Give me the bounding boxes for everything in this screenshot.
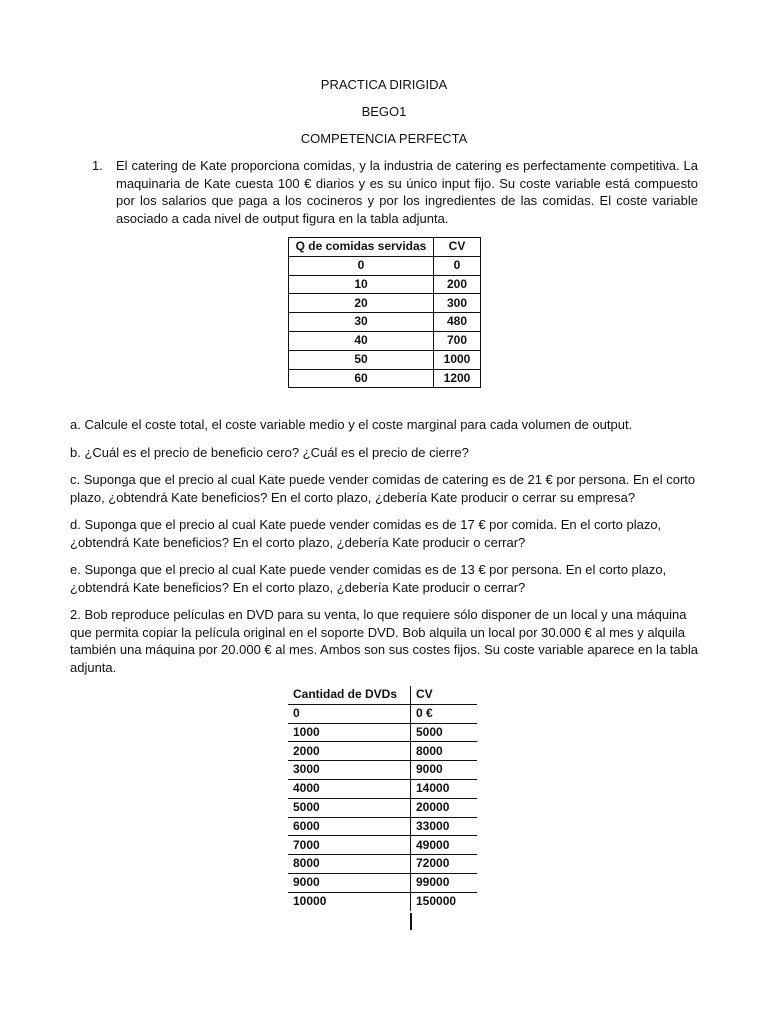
question-1-part-e: e. Suponga que el precio al cual Kate puede vender comidas es de 13 € por persona. En el corto plazo, ¿obtendrá Kate beneficios? En el corto plazo, ¿debería Kate producir o cerrar? — [70, 562, 667, 595]
document-title: PRACTICA DIRIGIDA — [320, 77, 448, 92]
bob-cost-table — [288, 686, 477, 911]
table-divider-line — [410, 913, 412, 930]
cell-quantity: 1000 — [288, 723, 411, 742]
cell-cv: 480 — [434, 313, 481, 332]
table-row — [289, 256, 481, 275]
cell-cv: 33000 — [411, 817, 478, 836]
cell-cv: 1200 — [434, 369, 481, 388]
cell-quantity: 50 — [289, 350, 434, 369]
cell-cv: 20000 — [411, 798, 478, 817]
cell-quantity: 40 — [289, 331, 434, 350]
cell-cv: 150000 — [416, 893, 457, 908]
table-row — [289, 294, 481, 313]
cell-cv: 300 — [434, 294, 481, 313]
cell-quantity: 4000 — [288, 779, 411, 798]
table-header-row — [288, 686, 477, 704]
table-row — [288, 742, 477, 761]
cell-quantity: 0 — [288, 704, 411, 723]
table-row — [288, 779, 477, 798]
question-1-statement: El catering de Kate proporciona comidas, y la industria de catering es perfectamente competitiva. La maquinaria de Kate cuesta 100 € diarios y es su único input fijo. Su coste variable está compuesto por los salarios que paga a los cocineros y por los ingredientes de las comidas. El coste variable asociado a cada nivel de output figura en la tabla adjunta. — [116, 158, 698, 226]
column-header-quantity: Cantidad de DVDs — [288, 686, 411, 704]
cell-quantity: 30 — [289, 313, 434, 332]
cell-quantity: 10 — [289, 275, 434, 294]
document-code: BEGO1 — [361, 104, 407, 119]
cell-quantity: 7000 — [288, 836, 411, 855]
table-row — [289, 313, 481, 332]
cell-quantity: 2000 — [288, 742, 411, 761]
cell-quantity: 8000 — [288, 855, 411, 874]
cell-quantity: 9000 — [288, 873, 411, 892]
question-1-part-d: d. Suponga que el precio al cual Kate puede vender comidas es de 17 € por comida. En el corto plazo, ¿obtendrá Kate beneficios? En el corto plazo, ¿debería Kate producir o cerrar? — [70, 517, 662, 550]
kate-cost-table — [288, 237, 481, 388]
table-row — [288, 836, 477, 855]
cell-cv: 8000 — [411, 742, 478, 761]
cell-quantity: 5000 — [288, 798, 411, 817]
cell-quantity: 20 — [289, 294, 434, 313]
cell-quantity: 6000 — [288, 817, 411, 836]
table-row — [288, 855, 477, 874]
table-row — [288, 723, 477, 742]
table-row — [288, 817, 477, 836]
cell-cv: 5000 — [411, 723, 478, 742]
question-1-part-c: c. Suponga que el precio al cual Kate puede vender comidas de catering es de 21 € por persona. En el corto plazo, ¿obtendrá Kate beneficios? En el corto plazo, ¿debería Kate producir o cerrar su empresa? — [70, 472, 696, 505]
column-header-cv: CV — [411, 686, 478, 704]
cell-cv: 700 — [434, 331, 481, 350]
column-header-cv: CV — [434, 238, 481, 257]
document-topic: COMPETENCIA PERFECTA — [300, 131, 468, 146]
cell-cv: 49000 — [411, 836, 478, 855]
cell-cv: 200 — [434, 275, 481, 294]
column-header-quantity: Q de comidas servidas — [289, 238, 434, 257]
table-row — [288, 761, 477, 780]
cell-cv: 99000 — [411, 873, 478, 892]
table-row — [288, 704, 477, 723]
question-1-part-b: b. ¿Cuál es el precio de beneficio cero? ¿Cuál es el precio de cierre? — [70, 445, 469, 460]
table-row — [289, 350, 481, 369]
cell-cv: 1000 — [434, 350, 481, 369]
table-row — [288, 892, 477, 910]
cell-quantity: 0 — [289, 256, 434, 275]
question-2-statement: 2. Bob reproduce películas en DVD para su venta, lo que requiere sólo disponer de un local y una máquina que permita copiar la película original en el soporte DVD. Bob alquila un local por 30.000 € al mes y alquila también una máquina por 20.000 € al mes. Ambos son sus costes fijos. Su coste variable aparece en la tabla adjunta. — [70, 607, 698, 675]
cell-quantity: 60 — [289, 369, 434, 388]
cell-cv: 0 € — [411, 704, 478, 723]
cell-cv: 9000 — [411, 761, 478, 780]
cell-cv: 14000 — [411, 779, 478, 798]
table-row — [289, 331, 481, 350]
table-header-row — [289, 238, 481, 257]
cell-cv: 72000 — [411, 855, 478, 874]
table-row — [289, 275, 481, 294]
question-1-number: 1. — [92, 158, 103, 173]
cell-quantity: 10000 — [288, 892, 411, 910]
table-row — [289, 369, 481, 388]
cell-cv: 0 — [434, 256, 481, 275]
cell-quantity: 3000 — [288, 761, 411, 780]
table-row — [288, 798, 477, 817]
question-1-part-a: a. Calcule el coste total, el coste variable medio y el coste marginal para cada volumen de output. — [70, 417, 633, 432]
table-row — [288, 873, 477, 892]
